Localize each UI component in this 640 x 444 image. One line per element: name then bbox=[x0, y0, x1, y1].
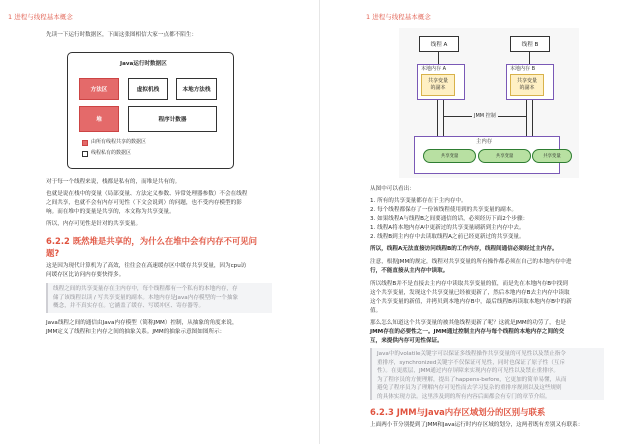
connector bbox=[443, 100, 444, 136]
copy-line: 的副本 bbox=[519, 85, 535, 91]
right-list-item: 2. 线程B到主内存中去读取线程A之前已经更新过的共享变量。 bbox=[370, 234, 525, 240]
thread-b-box: 线程 B bbox=[510, 36, 550, 52]
right-para-5-line: 互，来提供内存可见性保证。 bbox=[370, 338, 443, 344]
quote-line: 性）。在更底层，JMM通过内存屏障来实现内存的可见性以及禁止重排序。 bbox=[377, 368, 559, 375]
right-list-item: 3. 如果线程A与线程B之间要通信的话，必须经历下面2个步骤： bbox=[370, 216, 529, 222]
legend-private-swatch bbox=[82, 151, 88, 157]
connector bbox=[529, 52, 530, 64]
program-counter-box: 程序计数器 bbox=[128, 106, 217, 132]
left-para-1: 对于每一个线程来说，栈都是私有的，而堆是共有的。 bbox=[46, 179, 181, 185]
left-para-2-line: 之间共享，也就不会有内存可见性（下文会说到）的问题，也不受内存模型的影 bbox=[46, 200, 242, 206]
vm-stack-box: 虚拟机栈 bbox=[128, 78, 168, 100]
left-quote-block bbox=[46, 283, 272, 313]
right-list-item: 1. 线程A将本地内存A中更新过的共享变量刷新到主内存中去。 bbox=[370, 225, 525, 231]
left-para-2-line: 也就是说在栈中的变量（局部变量、方法定义参数、异常处理器参数）不会在线程 bbox=[46, 191, 248, 197]
main-memory-label: 主内存 bbox=[476, 139, 493, 145]
legend-shared-label: 由所有线程共享的数据区 bbox=[91, 139, 147, 145]
copy-line: 共享变量 bbox=[427, 78, 448, 84]
connector bbox=[498, 116, 526, 117]
copy-line: 共享变量 bbox=[516, 78, 537, 84]
right-para-4-line: 这个共享变量，发现这个共享变量已经被更新了，然后本地内存B去主内存中读取 bbox=[370, 290, 570, 296]
right-para-4-line: 所以线程B并不是直接去主内存中读取共享变量的值，而是先在本地内存B中找到 bbox=[370, 281, 568, 287]
shared-variable-oval: 共享变量 bbox=[532, 149, 572, 163]
quote-line: 储了该线程以读 / 写共享变量的副本。本地内存是Java内存模型的一个抽象 bbox=[53, 294, 239, 301]
right-para-5-line: 那么怎么知道这个共享变量的被其他线程更新了呢？这就是JMM的功劳了，也是 bbox=[370, 320, 566, 326]
method-area-box: 方法区 bbox=[79, 78, 119, 100]
connector bbox=[437, 100, 438, 136]
quote-line: 避免了程序员为了理解内存可见性而去学习复杂的重排序规则以及这些规则 bbox=[377, 385, 562, 392]
connector bbox=[526, 100, 527, 136]
local-memory-b-label: 本地内存 B bbox=[510, 66, 536, 72]
left-para-5-line: Java线程之间的通信由Java内存模型（简称JMM）控制，从抽象的角度来说， bbox=[46, 320, 238, 326]
legend-private-label: 线程私有的数据区 bbox=[91, 150, 132, 156]
left-para-4-line: 问缓存区比访问内存要快得多。 bbox=[46, 272, 125, 278]
right-para-1: 从图中可以看出： bbox=[370, 186, 415, 192]
diagram-title: Java运行时数据区 bbox=[120, 61, 167, 67]
native-method-stack-box: 本地方法栈 bbox=[176, 78, 217, 100]
left-para-3: 所以，内存可见性是针对的共享变量。 bbox=[46, 221, 142, 227]
section-6-2-3-heading: 6.2.3 JMM与Java内存区域划分的区别与联系 bbox=[370, 407, 546, 417]
quote-line: 的具体实现方法。这里涉及到的所有内容后面都会有专门的章节介绍。 bbox=[377, 393, 551, 400]
right-para-6: 上面两小节分别提到了JMM和Java运行时内存区域的划分，这两者既有差别又有联系： bbox=[370, 422, 584, 428]
right-page-header: 1 进程与线程基本概念 bbox=[366, 13, 431, 21]
right-quote-block bbox=[370, 348, 604, 400]
left-page-header: 1 进程与线程基本概念 bbox=[8, 13, 73, 21]
right-para-5-line: JMM存在的必要性之一。JMM通过控制主内存与每个线程的本地内存之间的交 bbox=[370, 329, 565, 335]
thread-a-box: 线程 A bbox=[419, 36, 459, 52]
right-para-3-line: 注意，根据JMM的规定，线程对共享变量的所有操作都必须在自己的本地内存中进 bbox=[370, 259, 572, 265]
right-para-3-line: 行，不能直接从主内存中读取。 bbox=[370, 268, 449, 274]
connector bbox=[438, 52, 439, 64]
connector bbox=[532, 100, 533, 136]
shared-var-copy-a bbox=[421, 74, 455, 96]
legend-shared-swatch bbox=[82, 140, 88, 146]
right-para-4-line: 值。 bbox=[370, 308, 382, 314]
quote-line: 线程之间的共享变量存在主内存中，每个线程都有一个私有的本地内存，存 bbox=[53, 286, 238, 292]
section-6-2-2-heading-cont: 题? bbox=[46, 248, 60, 258]
quote-line: Java中的volatile关键字可以保证多线程操作共享变量的可见性以及禁止指令 bbox=[377, 351, 566, 357]
right-list-item: 2. 每个线程都保存了一份该线程使用到的共享变量的副本。 bbox=[370, 207, 517, 213]
quote-line: 概念，并不真实存在。它涵盖了缓存、写缓冲区、寄存器等。 bbox=[53, 303, 205, 310]
right-list-item: 1. 所有的共享变量都存在于主内存中。 bbox=[370, 198, 467, 204]
jmm-control-label: JMM 控制 bbox=[474, 113, 496, 119]
copy-line: 的副本 bbox=[430, 85, 446, 91]
connector bbox=[444, 116, 472, 117]
left-para-5-line: JMM定义了线程和主内存之间的抽象关系。JMM的抽象示意图如图所示： bbox=[46, 329, 226, 335]
quote-line: 重排序，synchronized关键字不仅保证可见性，同时也保证了原子性（互斥 bbox=[377, 359, 566, 366]
right-para-2: 所以，线程A无法直接访问线程B的工作内存，线程间通信必须经过主内存。 bbox=[370, 246, 558, 252]
shared-variable-oval: 共享变量 bbox=[478, 149, 531, 163]
left-para-4-line: 这是因为现代计算机为了高效，往往会在高速缓存区中缓存共享变量，因为cpu访 bbox=[46, 263, 247, 269]
heap-box: 堆 bbox=[79, 106, 119, 132]
section-6-2-2-heading: 6.2.2 既然堆是共享的，为什么在堆中会有内存不可见问 bbox=[46, 236, 258, 246]
shared-variable-oval: 共享变量 bbox=[423, 149, 476, 163]
local-memory-a-label: 本地内存 A bbox=[421, 66, 447, 72]
right-para-4-line: 这个共享变量的新值，并拷贝到本地内存B中，最后线程B再读取本地内存B中的新 bbox=[370, 299, 572, 305]
left-intro: 先读一下运行时数据区，下面这张图相信大家一点都不陌生： bbox=[46, 32, 198, 38]
shared-var-copy-b bbox=[510, 74, 544, 96]
quote-line: 为了程序员的方便理解，提出了happens-before，它更加的简单易懂，从而 bbox=[377, 376, 567, 383]
left-para-2-line: 响。而在堆中的变量是共享的，本文称为共享变量。 bbox=[46, 209, 175, 215]
